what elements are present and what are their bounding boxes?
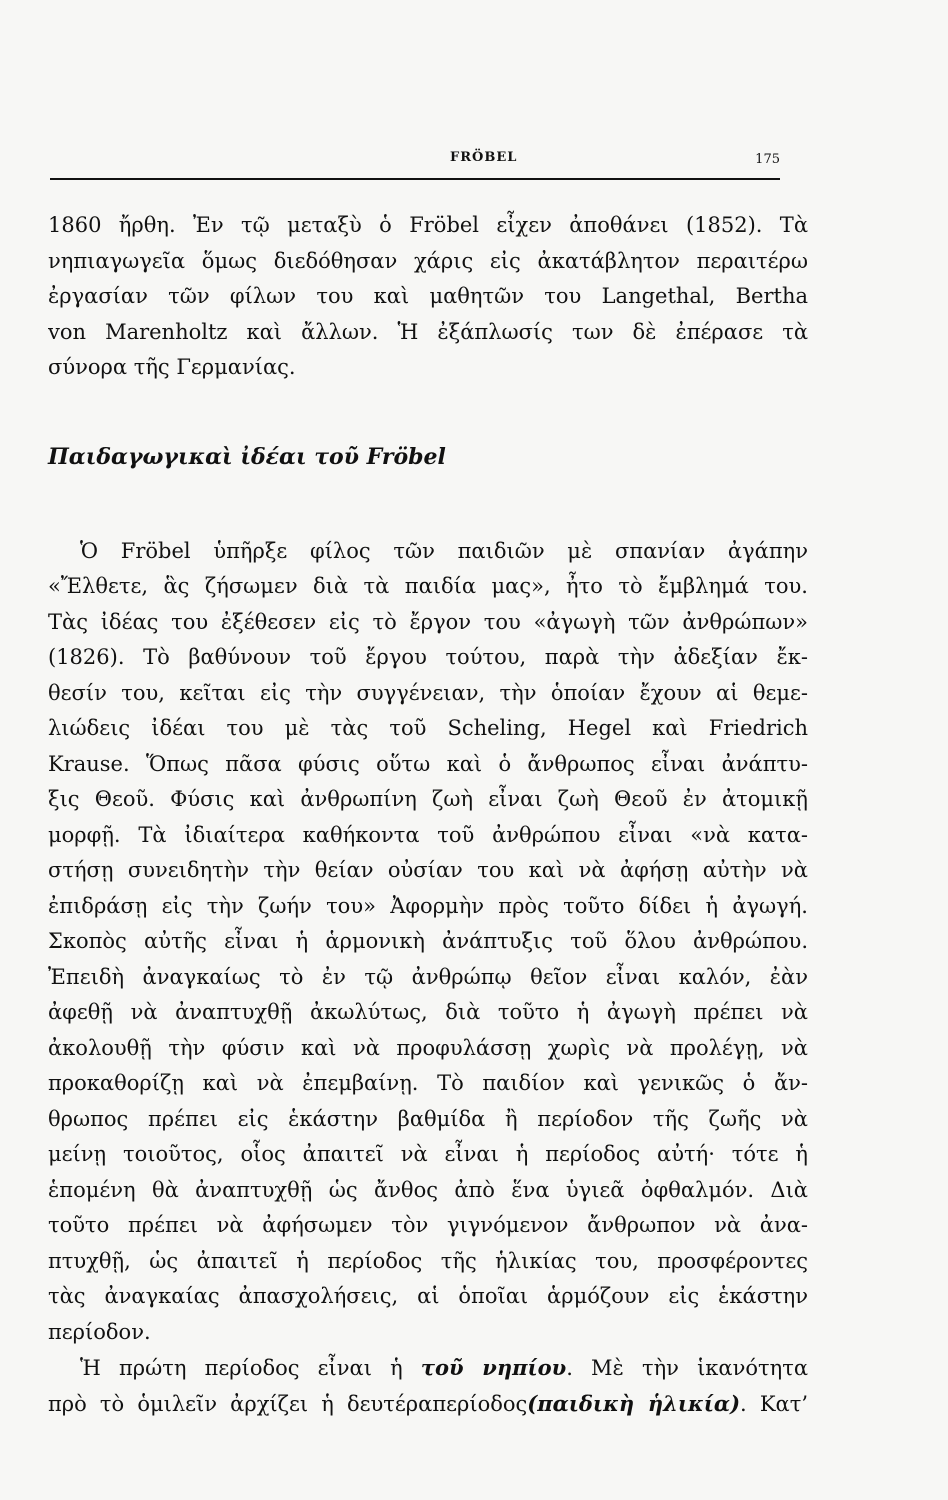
text-line: ἀφεθῇ νὰ ἀναπτυχθῇ ἀκωλύτως, διὰ τοῦτο ἡ ἀγωγὴ πρέπει νὰ [48, 1000, 808, 1024]
text-line: ἐργασίαν τῶν φίλων του καὶ μαθητῶν του Langethal, Bertha [48, 284, 808, 308]
paragraph-3 [48, 1350, 808, 1421]
text-line: πτυχθῇ, ὡς ἀπαιτεῖ ἡ περίοδος τῆς ἡλικίας του, προσφέροντες [48, 1248, 808, 1273]
text-run: . Κατ’ [740, 1391, 808, 1416]
text-line: προκαθορίζῃ καὶ νὰ ἐπεμβαίνῃ. Τὸ παιδίον καὶ γενικῶς ὁ ἄν- [48, 1071, 808, 1095]
paragraph-1 [48, 208, 808, 386]
text-line: μορφῇ. Τὰ ἰδιαίτερα καθήκοντα τοῦ ἀνθρώπου εἶναι «νὰ κατα- [48, 822, 808, 847]
text-line: σύνορα τῆς Γερμανίας. [48, 355, 296, 379]
text-line: τοῦτο πρέπει νὰ ἀφήσωμεν τὸν γιγνόμενον ἄνθρωπον νὰ ἀνα- [48, 1213, 808, 1237]
text-run: πρὸ τὸ ὁμιλεῖν ἀρχίζει ἡ δευτέραπερίοδος [48, 1391, 528, 1416]
text-line: Σκοπὸς αὐτῆς εἶναι ἡ ἁρμονικὴ ἀνάπτυξις τοῦ ὅλου ἀνθρώπου. [48, 929, 808, 953]
text-line: Ὁ Fröbel ὑπῆρξε φίλος τῶν παιδιῶν μὲ σπανίαν ἀγάπην [80, 538, 808, 563]
text-line: λιώδεις ἰδέαι του μὲ τὰς τοῦ Scheling, Hegel καὶ Friedrich [48, 716, 808, 740]
text-line: ξις Θεοῦ. Φύσις καὶ ἀνθρωπίνη ζωὴ εἶναι ζωὴ Θεοῦ ἐν ἀτομικῇ [48, 787, 808, 811]
text-line: Ἐπειδὴ ἀναγκαίως τὸ ἐν τῷ ἀνθρώπῳ θεῖον εἶναι καλόν, ἐὰν [48, 964, 808, 989]
text-line: (1826). Τὸ βαθύνουν τοῦ ἔργου τούτου, παρὰ τὴν ἀδεξίαν ἔκ- [48, 645, 808, 669]
paragraph-2 [48, 534, 808, 1351]
text-line: von Marenholtz καὶ ἄλλων. Ἡ ἐξάπλωσίς των δὲ ἐπέρασε τὰ [48, 319, 808, 344]
page-number: 175 [755, 152, 780, 167]
text-line: Τὰς ἰδέας του ἐξέθεσεν εἰς τὸ ἔργον του «ἀγωγὴ τῶν ἀνθρώπων» [48, 609, 808, 634]
text-line: στήσῃ συνειδητὴν τὴν θείαν οὐσίαν του καὶ νὰ ἀφήσῃ αὐτὴν νὰ [48, 858, 808, 882]
text-line: 1860 ἤρθη. Ἐν τῷ μεταξὺ ὁ Fröbel εἶχεν ἀποθάνει (1852). Τὰ [48, 213, 808, 237]
text-line: Krause. Ὅπως πᾶσα φύσις οὕτω καὶ ὁ ἄνθρωπος εἶναι ἀνάπτυ- [48, 751, 808, 776]
page-body [48, 208, 808, 1421]
text-run: . Μὲ τὴν ἱκανότητα [566, 1356, 808, 1380]
text-line: «Ἔλθετε, ἃς ζήσωμεν διὰ τὰ παιδία μας», ἦτο τὸ ἔμβλημά του. [48, 574, 808, 598]
emphasis-text: (παιδικὴ ἡλικία) [527, 1390, 741, 1416]
text-line: ἀκολουθῇ τὴν φύσιν καὶ νὰ προφυλάσσῃ χωρὶς νὰ προλέγῃ, νὰ [48, 1035, 808, 1060]
running-head: FRÖBEL [450, 150, 518, 165]
emphasis-text: τοῦ νηπίου [420, 1355, 567, 1380]
text-line: περίοδον. [48, 1319, 151, 1344]
text-line: ἑπομένη θὰ ἀναπτυχθῇ ὡς ἄνθος ἀπὸ ἕνα ὑγιεᾶ ὀφθαλμόν. Διὰ [48, 1177, 808, 1202]
text-line [48, 1350, 808, 1386]
text-line: μείνῃ τοιοῦτος, οἷος ἀπαιτεῖ νὰ εἶναι ἡ περίοδος αὐτή· τότε ἡ [48, 1142, 808, 1166]
text-line: ἐπιδράσῃ εἰς τὴν ζωήν του» Ἀφορμὴν πρὸς τοῦτο δίδει ἡ ἀγωγή. [48, 893, 808, 918]
text-line: θεσίν του, κεῖται εἰς τὴν συγγένειαν, τὴν ὁποίαν ἔχουν αἱ θεμε- [48, 680, 808, 705]
text-line: νηπιαγωγεῖα ὅμως διεδόθησαν χάρις εἰς ἀκατάβλητον περαιτέρω [48, 248, 808, 273]
text-run: Ἡ πρώτη περίοδος εἶναι ἡ [80, 1356, 421, 1380]
text-line: τὰς ἀναγκαίας ἀπασχολήσεις, αἱ ὁποῖαι ἁρμόζουν εἰς ἑκάστην [48, 1284, 808, 1308]
text-line [48, 1386, 808, 1422]
section-heading: Παιδαγωγικαὶ ἰδέαι τοῦ Fröbel [48, 443, 446, 470]
text-line: θρωπος πρέπει εἰς ἑκάστην βαθμίδα ἢ περίοδον τῆς ζωῆς νὰ [48, 1106, 808, 1131]
page-header [50, 150, 780, 180]
